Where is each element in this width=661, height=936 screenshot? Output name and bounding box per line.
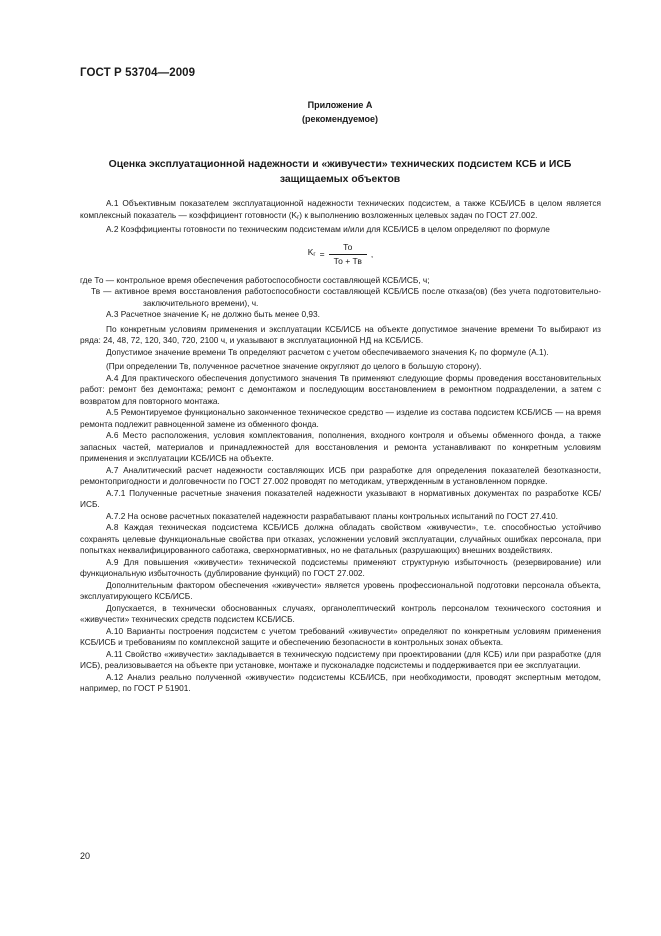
definition-to: где То — контрольное время обеспечения работоспособности составляющей КСБ/ИСБ, ч; bbox=[80, 274, 430, 285]
formula-trailing: , bbox=[370, 248, 374, 259]
annex-status: (рекомендуемое) bbox=[302, 114, 378, 124]
annex-heading bbox=[80, 98, 600, 126]
annex-label: Приложение А bbox=[307, 100, 373, 110]
paragraph-a2: А.2 Коэффициенты готовности по техническим подсистемам и/или для КСБ/ИСБ в целом определяют по формуле bbox=[106, 224, 550, 234]
paragraph-a7-1: А.7.1 Полученные расчетные значения показателей надежности указывают в нормативных документах по разработке КСБ/ИСБ. bbox=[80, 487, 601, 509]
page-number: 20 bbox=[80, 851, 91, 861]
formula-denominator: То + Тв bbox=[333, 256, 362, 266]
paragraph-a1: А.1 Объективным показателем эксплуатационной надежности технических подсистем, а также КСБ/ИСБ в целом является комплексный показатель — коэффициент готовности $(K_г)$ к выполнению возложенных целевых задач по ГОСТ 27.002. bbox=[80, 198, 601, 221]
formula-equals: = bbox=[319, 248, 325, 259]
paragraph-a4: А.4 Для практического обеспечения допустимого значения Тв применяют следующие формы проведения восстановительных работ: ремонт без демонтажа; ремонт с демонтажом и последующим восстановлением в ремонтном подразделении, а затем с возвратом для повторного монтажа. bbox=[80, 372, 601, 406]
paragraph-a6: А.6 Место расположения, условия комплектования, пополнения, входного контроля и объемы обменного фонда, а также запасных частей, материалов и принадлежностей для восстановления и ремонта устанавливают по конкретным условиям применения и эксплуатации КСБ/ИСБ на объекте. bbox=[80, 430, 601, 463]
paragraph-a9-p2: Дополнительным фактором обеспечения «живучести» является уровень профессиональной подготовки персонала объекта, эксплуатирующего КСБ/ИСБ. bbox=[80, 579, 601, 601]
formula-numerator: То bbox=[343, 241, 353, 252]
paragraph-a9-p3: Допускается, в технически обоснованных случаях, органолептический контроль персоналом технического состояния и «живучести» технических средств подсистем КСБ/ИСБ. bbox=[80, 602, 601, 624]
annex-title: Оценка эксплуатационной надежности и «живучести» технических подсистем КСБ и ИСБ защищаемых объектов bbox=[108, 159, 572, 185]
paragraph-a5: А.5 Ремонтируемое функционально законченное техническое средство — изделие из состава подсистем КСБ/ИСБ — на время ремонта подлежит равноценной замене из обменного фонда. bbox=[80, 407, 601, 429]
paragraph-a3-p4: (При определении Тв, полученное расчетное значение округляют до целого в большую сторону). bbox=[106, 361, 482, 371]
formula-fraction bbox=[328, 242, 368, 268]
paragraph-a9: А.9 Для повышения «живучести» технической подсистемы применяют структурную избыточность (резервирование) или функциональную избыточность (дублирование функций) по ГОСТ 27.002. bbox=[80, 556, 601, 578]
paragraph-a8: А.8 Каждая техническая подсистема КСБ/ИСБ должна обладать свойством «живучести», т.е. способностью устойчиво сохранять целевые функциональные свойства при отказах, усложнении условий эксплуатации, случайных ошибках персонала, при попытках неквалифицированного саботажа, сверхнормативных, но не фатальных (разрушающих) внешних воздействиях. bbox=[80, 522, 601, 555]
formula-a1 bbox=[80, 237, 601, 273]
paragraph-a11: А.11 Свойство «живучести» закладывается в техническую подсистему при проектировании (для КСБ) или при разработке (для ИСБ), реализовывается на объекте при установке, монтаже и пусконаладке подсистемы и поддерживается при ее эксплуатации. bbox=[80, 648, 601, 670]
paragraph-a3-p3: Допустимое значение времени Тв определяют расчетом с учетом обеспечиваемого значения $K_г$ по формуле (А.1). bbox=[106, 346, 549, 358]
annex-body bbox=[80, 198, 601, 695]
paragraph-a7: А.7 Аналитический расчет надежности составляющих ИСБ при разработке для определения показателей безотказности, ремонтопригодности и долговечности по ГОСТ 27.002 проводят по методикам, утвержденным в установленном порядке. bbox=[80, 464, 601, 486]
definition-tv: Тв — активное время восстановления работоспособности составляющей КСБ/ИСБ после отказа(ов) (без учета подготовительно-заключительного времени), ч. bbox=[91, 286, 601, 308]
formula-lhs: $K_г$ bbox=[307, 247, 316, 259]
paragraph-a3-p2: По конкретным условиям применения и эксплуатации КСБ/ИСБ на объекте допустимое значение времени То выбирают из ряда: 24, 48, 72, 120, 340, 720, 2100 ч, и указывают в эксплуатационной НД на КСБ/ИСБ. bbox=[80, 323, 601, 345]
paragraph-a7-2: А.7.2 На основе расчетных показателей надежности разрабатывают планы контрольных испытаний по ГОСТ 27.410. bbox=[106, 510, 558, 521]
paragraph-a10: А.10 Варианты построения подсистем с учетом требований «живучести» определяют по конкретным условиям применения КСБ/ИСБ и требованиям по комплексной защите и обеспечению безопасности в контрольных зонах объекта. bbox=[80, 625, 601, 647]
paragraph-a3: А.3 Расчетное значение $K_г$ не должно быть менее 0,93. bbox=[106, 309, 320, 320]
paragraph-a12: А.12 Анализ реально полученной «живучести» подсистемы КСБ/ИСБ, при необходимости, проводят экспертным методом, например, по ГОСТ Р 51901. bbox=[80, 671, 601, 693]
document-header: ГОСТ Р 53704—2009 bbox=[80, 67, 196, 79]
